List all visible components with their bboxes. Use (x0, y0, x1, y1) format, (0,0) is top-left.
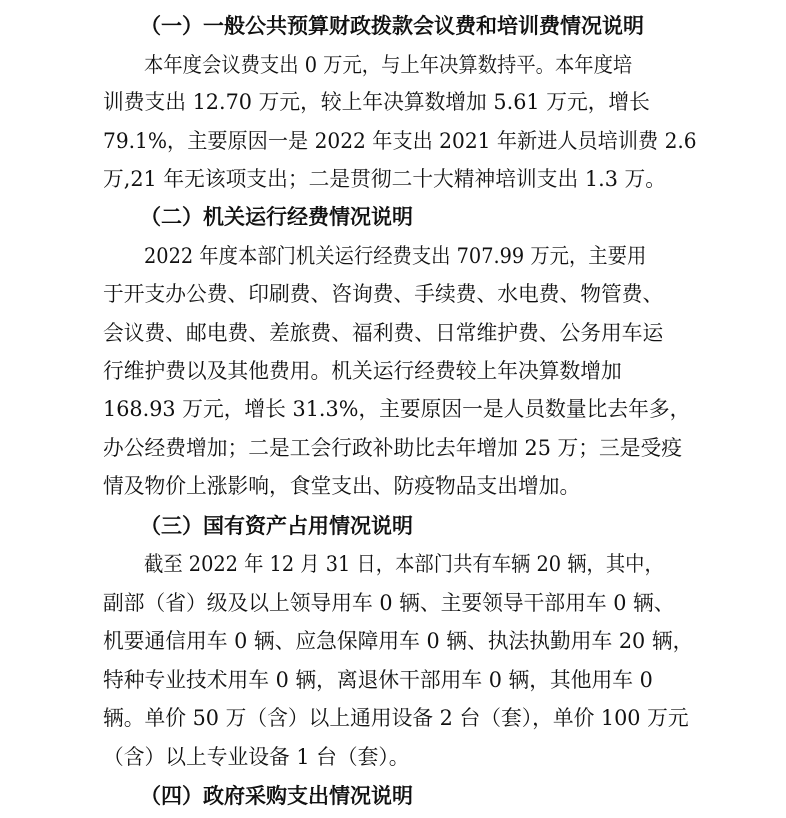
paragraph-line: 副部（省）级及以上领导用车 0 辆、主要领导干部用车 0 辆、 (103, 591, 675, 615)
paragraph-line: 2022 年度本部门机关运行经费支出 707.99 万元，主要用 (144, 244, 647, 268)
paragraph-line: （含）以上专业设备 1 台（套）。 (103, 745, 410, 769)
section-heading-1: （一）一般公共预算财政拨款会议费和培训费情况说明 (140, 14, 644, 38)
paragraph-line: 辆。单价 50 万（含）以上通用设备 2 台（套），单价 100 万元 (103, 706, 689, 730)
paragraph-line: 行维护费以及其他费用。机关运行经费较上年决算数增加 (103, 359, 622, 383)
paragraph-line: 于开支办公费、印刷费、咨询费、手续费、水电费、物管费、 (103, 282, 664, 306)
paragraph-line: 截至 2022 年 12 月 31 日，本部门共有车辆 20 辆，其中， (144, 552, 664, 576)
paragraph-line: 特种专业技术用车 0 辆，离退休干部用车 0 辆，其他用车 0 (103, 668, 653, 692)
paragraph-line: 79.1%，主要原因一是 2022 年支出 2021 年新进人员培训费 2.6 (103, 129, 697, 153)
paragraph-line: 办公经费增加；二是工会行政补助比去年增加 25 万；三是受疫 (103, 436, 683, 460)
section-heading-3: （三）国有资产占用情况说明 (140, 514, 413, 538)
paragraph-line: 本年度会议费支出 0 万元，与上年决算数持平。本年度培 (144, 53, 633, 77)
section-heading-2: （二）机关运行经费情况说明 (140, 205, 413, 229)
section-heading-4: （四）政府采购支出情况说明 (140, 784, 413, 808)
paragraph-line: 会议费、邮电费、差旅费、福利费、日常维护费、公务用车运 (103, 321, 664, 345)
paragraph-line: 机要通信用车 0 辆、应急保障用车 0 辆、执法执勤用车 20 辆， (103, 629, 694, 653)
paragraph-line: 万,21 年无该项支出；二是贯彻二十大精神培训支出 1.3 万。 (103, 167, 666, 191)
paragraph-line: 训费支出 12.70 万元，较上年决算数增加 5.61 万元，增长 (103, 90, 650, 114)
paragraph-line: 168.93 万元，增长 31.3%，主要原因一是人员数量比去年多， (103, 397, 691, 421)
paragraph-line: 情及物价上涨影响，食堂支出、防疫物品支出增加。 (103, 474, 581, 498)
